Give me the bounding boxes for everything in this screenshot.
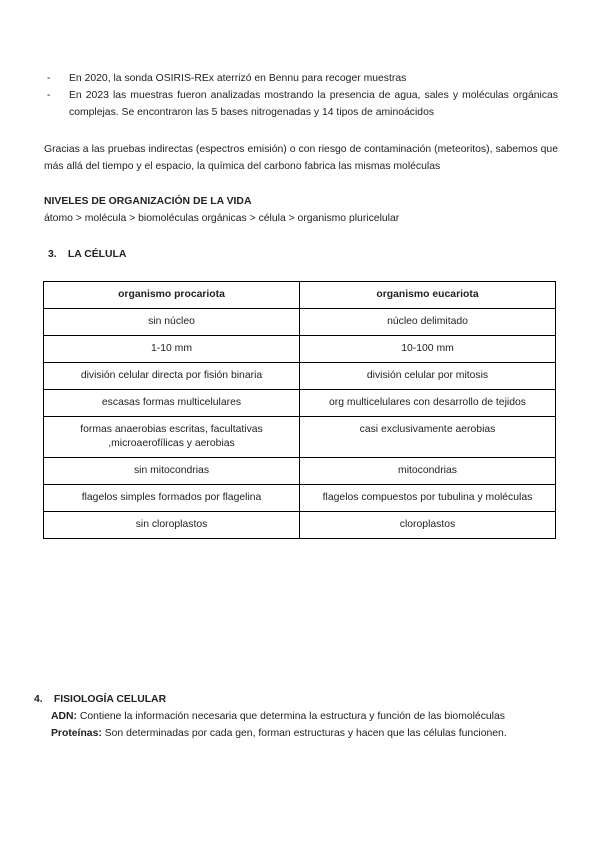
bullet-text: En 2020, la sonda OSIRIS-REx aterrizó en Bennu para recoger muestras — [69, 73, 407, 84]
table-cell: sin mitocondrias — [44, 458, 300, 485]
section-number: 3. — [48, 249, 57, 260]
definition-text: Son determinadas por cada gen, forman estructuras y hacen que las células funcionen. — [101, 728, 507, 739]
table-cell: mitocondrias — [300, 458, 556, 485]
header-eucariota: organismo eucariota — [300, 282, 556, 309]
table-cell: 1-10 mm — [44, 336, 300, 363]
table-cell: sin núcleo — [44, 309, 300, 336]
list-item — [44, 87, 558, 121]
bullet-list — [44, 70, 558, 121]
table-cell: sin cloroplastos — [44, 512, 300, 539]
table-cell: flagelos simples formados por flagelina — [44, 485, 300, 512]
bullet-marker: - — [47, 90, 51, 101]
list-item — [44, 70, 558, 87]
table-cell: formas anaerobias escritas, facultativas ,microaerofílicas y aerobias — [44, 417, 300, 458]
niveles-chain: átomo > molécula > biomoléculas orgánicas > célula > organismo pluricelular — [44, 213, 400, 224]
table-row — [44, 363, 556, 390]
bullet-text: En 2023 las muestras fueron analizadas mostrando la presencia de agua, sales y moléculas orgánicas complejas. Se encontraron las 5 bases nitrogenadas y 14 tipos de aminoácidos — [69, 90, 558, 118]
table-cell: escasas formas multicelulares — [44, 390, 300, 417]
table-row — [44, 309, 556, 336]
definitions — [51, 708, 561, 742]
niveles-heading: NIVELES DE ORGANIZACIÓN DE LA VIDA — [44, 196, 252, 207]
bullet-marker: - — [47, 73, 51, 84]
definition-term: Proteínas: — [51, 728, 102, 739]
section-4-heading — [34, 691, 166, 708]
definition-term: ADN: — [51, 711, 77, 722]
cell-comparison-table — [43, 281, 556, 539]
table-header-row — [44, 282, 556, 309]
paragraph: Gracias a las pruebas indirectas (espectros emisión) o con riesgo de contaminación (meteoritos), sabemos que más allá del tiempo y el espacio, la química del carbono fabrica las mismas moléculas — [44, 144, 558, 172]
table-cell: división celular por mitosis — [300, 363, 556, 390]
definition-proteinas — [51, 725, 561, 742]
table-row — [44, 390, 556, 417]
table-cell: casi exclusivamente aerobias — [300, 417, 556, 458]
section-number: 4. — [34, 694, 43, 705]
table-cell: flagelos compuestos por tubulina y moléculas — [300, 485, 556, 512]
table-cell: org multicelulares con desarrollo de tejidos — [300, 390, 556, 417]
section-3-heading — [48, 246, 126, 263]
table-row — [44, 458, 556, 485]
header-procariota: organismo procariota — [44, 282, 300, 309]
definition-adn — [51, 708, 561, 725]
table-cell: cloroplastos — [300, 512, 556, 539]
table-cell: 10-100 mm — [300, 336, 556, 363]
table-row — [44, 417, 556, 458]
table-row — [44, 336, 556, 363]
section-title: LA CÉLULA — [67, 249, 127, 260]
table-cell: núcleo delimitado — [300, 309, 556, 336]
table-row — [44, 485, 556, 512]
table-row — [44, 512, 556, 539]
table-cell: división celular directa por fisión binaria — [44, 363, 300, 390]
definition-text: Contiene la información necesaria que determina la estructura y función de las biomoléculas — [76, 711, 505, 722]
section-title: FISIOLOGÍA CELULAR — [53, 694, 167, 705]
